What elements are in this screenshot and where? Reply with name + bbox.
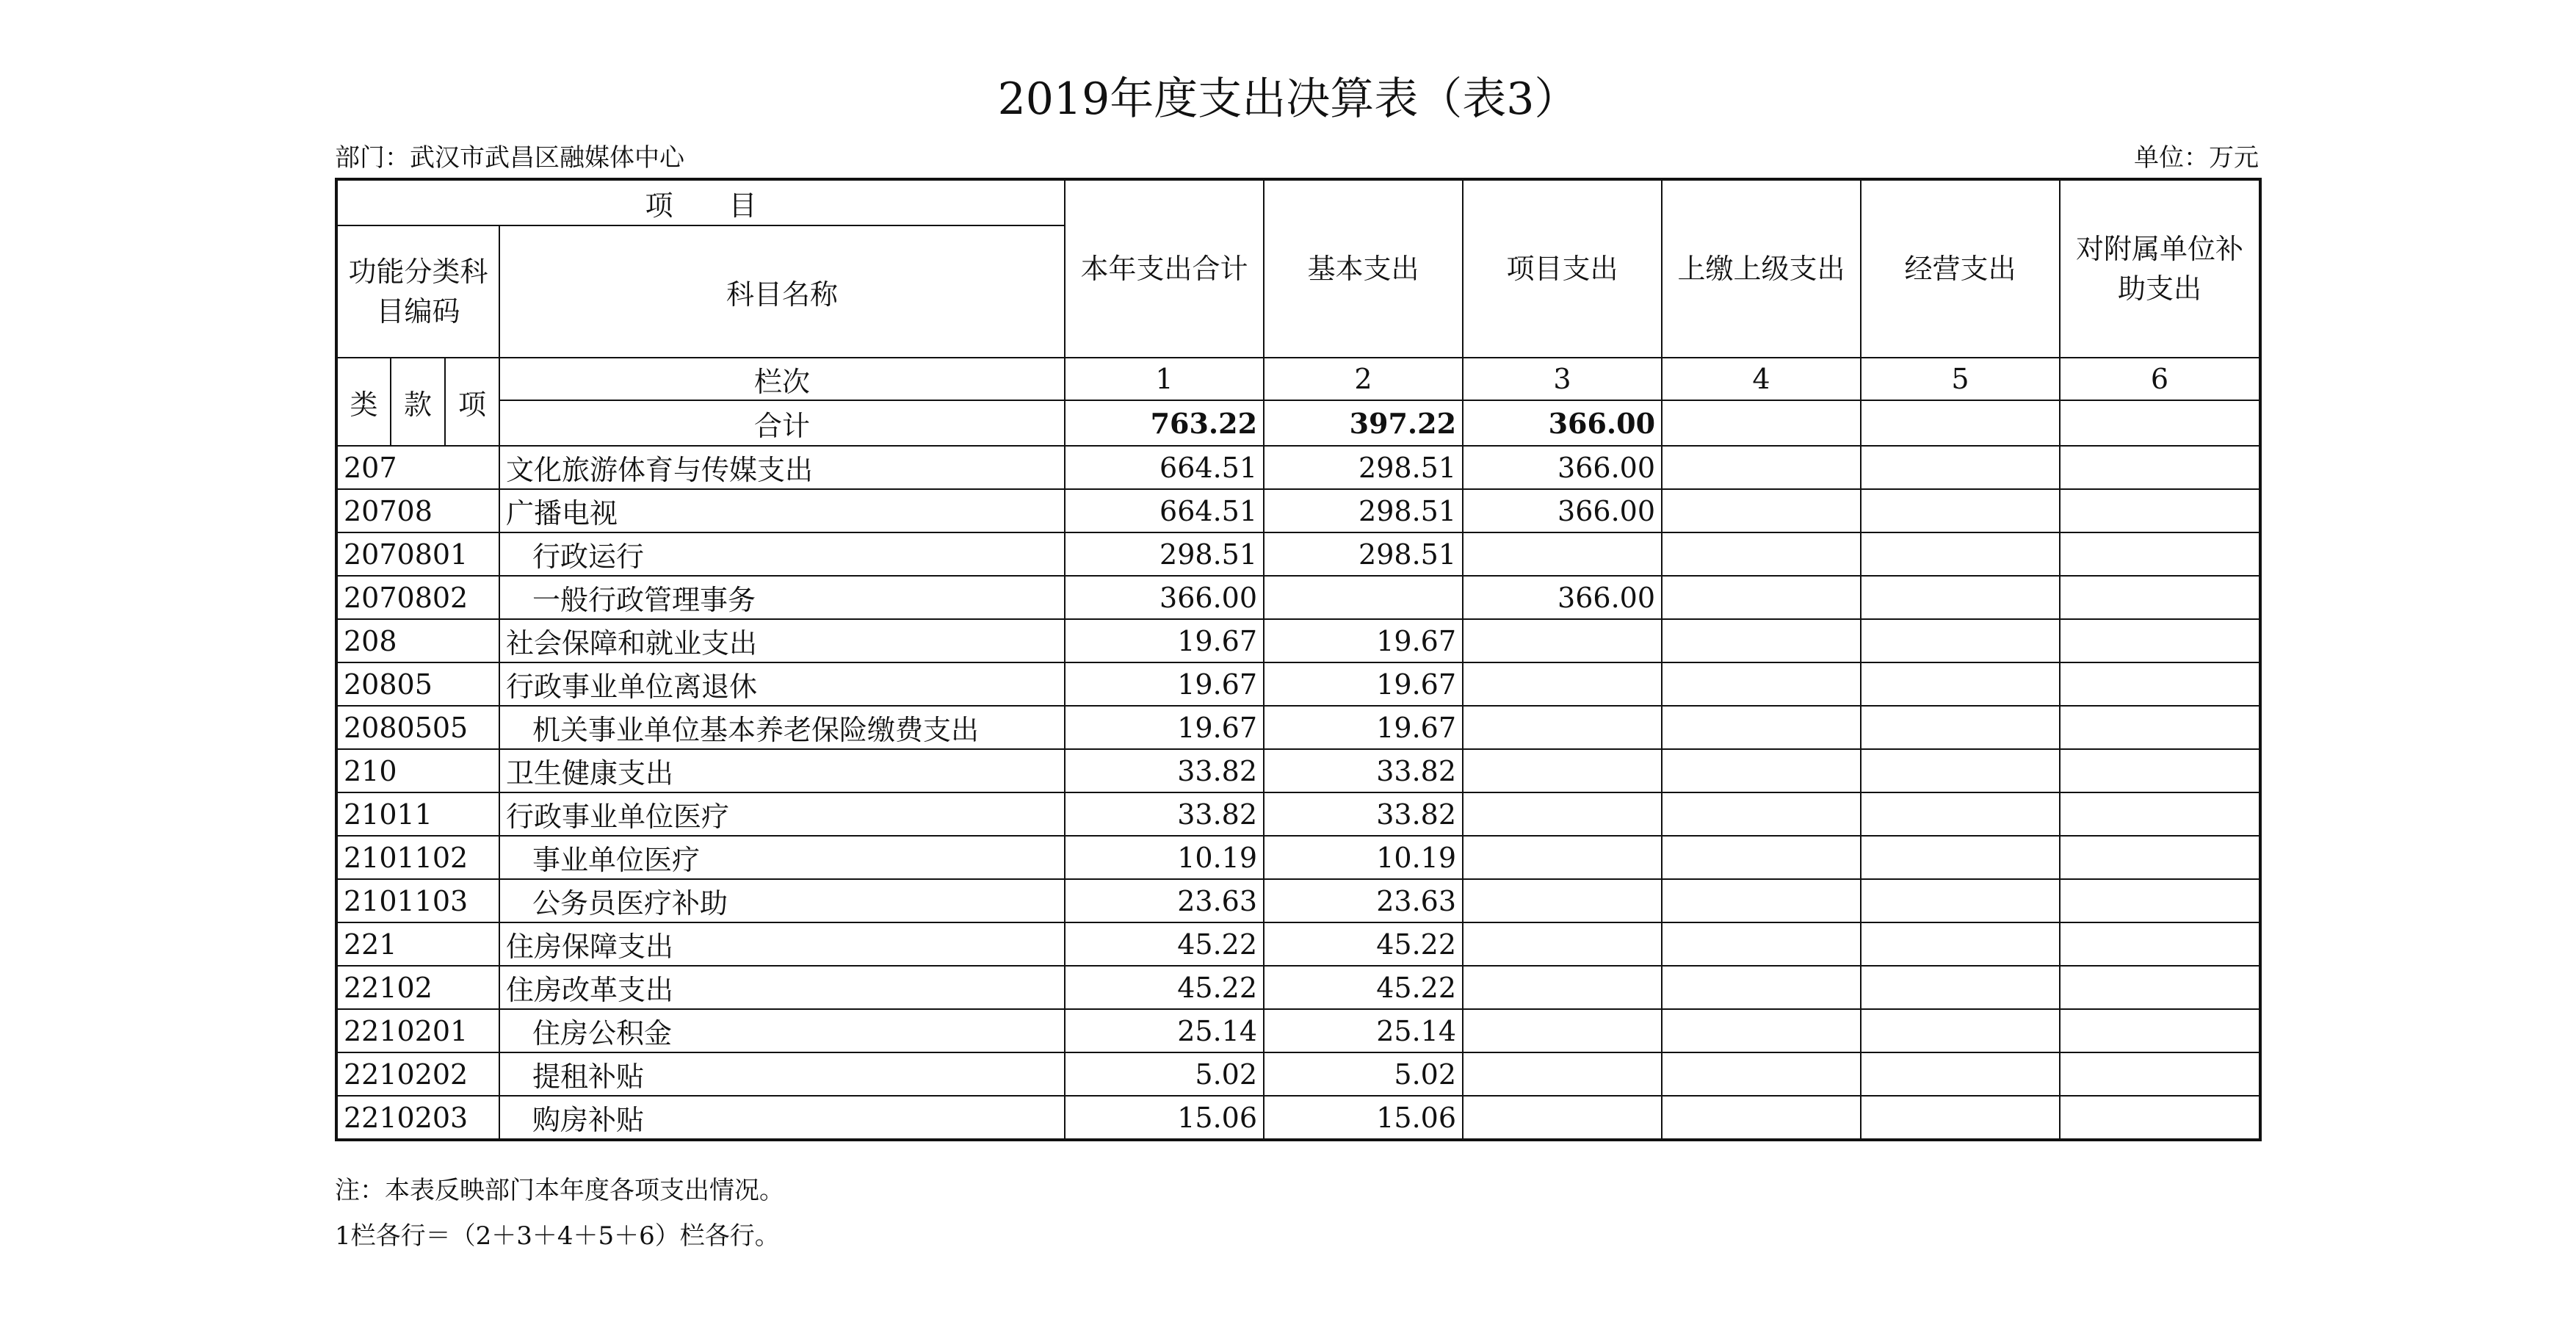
table-row <box>336 1052 2260 1096</box>
table-row <box>336 879 2260 922</box>
row-value <box>1662 619 1861 662</box>
table-row <box>336 749 2260 792</box>
row-value: 23.63 <box>1065 879 1264 922</box>
row-name: 行政事业单位离退休 <box>499 662 1065 706</box>
row-value: 19.67 <box>1264 706 1463 749</box>
header-col-6: 对附属单位补助支出 <box>2060 179 2260 358</box>
row-code: 2210202 <box>336 1052 499 1096</box>
row-value <box>1662 489 1861 532</box>
row-code: 20805 <box>336 662 499 706</box>
total-value: 763.22 <box>1065 400 1264 446</box>
row-code: 20708 <box>336 489 499 532</box>
row-value: 19.67 <box>1065 619 1264 662</box>
row-value <box>1662 576 1861 619</box>
row-value <box>2060 662 2260 706</box>
header-subject-name: 科目名称 <box>499 225 1065 358</box>
row-code: 2101102 <box>336 836 499 879</box>
header-col-3: 项目支出 <box>1463 179 1662 358</box>
row-value <box>1662 1052 1861 1096</box>
row-name: 行政运行 <box>499 532 1065 576</box>
row-value <box>1463 966 1662 1009</box>
column-number: 6 <box>2060 358 2260 400</box>
header-lei: 类 <box>336 358 391 446</box>
table-row <box>336 662 2260 706</box>
row-value: 366.00 <box>1463 489 1662 532</box>
row-value <box>2060 749 2260 792</box>
row-value: 33.82 <box>1264 792 1463 836</box>
row-code: 2080505 <box>336 706 499 749</box>
row-name: 机关事业单位基本养老保险缴费支出 <box>499 706 1065 749</box>
table-row <box>336 1009 2260 1052</box>
row-value <box>1463 619 1662 662</box>
row-value <box>1463 836 1662 879</box>
row-code: 221 <box>336 922 499 966</box>
row-value <box>2060 619 2260 662</box>
row-code: 2210203 <box>336 1096 499 1140</box>
row-value: 664.51 <box>1065 489 1264 532</box>
row-value: 10.19 <box>1065 836 1264 879</box>
header-col-4: 上缴上级支出 <box>1662 179 1861 358</box>
row-value <box>2060 922 2260 966</box>
row-value: 15.06 <box>1065 1096 1264 1140</box>
row-value: 19.67 <box>1065 662 1264 706</box>
row-value: 45.22 <box>1065 966 1264 1009</box>
row-code: 2210201 <box>336 1009 499 1052</box>
row-name: 购房补贴 <box>499 1096 1065 1140</box>
row-value: 10.19 <box>1264 836 1463 879</box>
table-row <box>336 966 2260 1009</box>
row-value <box>1861 576 2060 619</box>
row-value <box>1662 966 1861 1009</box>
header-func-code: 功能分类科目编码 <box>336 225 499 358</box>
row-value <box>1861 792 2060 836</box>
row-code: 21011 <box>336 792 499 836</box>
column-number: 4 <box>1662 358 1861 400</box>
header-lanci: 栏次 <box>499 358 1065 400</box>
column-number: 5 <box>1861 358 2060 400</box>
row-value <box>1861 836 2060 879</box>
total-value <box>2060 400 2260 446</box>
row-value <box>2060 879 2260 922</box>
row-value <box>2060 1009 2260 1052</box>
row-value <box>1463 879 1662 922</box>
row-value <box>1463 706 1662 749</box>
row-name: 公务员医疗补助 <box>499 879 1065 922</box>
row-name: 一般行政管理事务 <box>499 576 1065 619</box>
header-xiang: 项 <box>445 358 499 446</box>
header-kuan: 款 <box>391 358 445 446</box>
row-value <box>1662 836 1861 879</box>
table-row <box>336 706 2260 749</box>
row-value <box>2060 792 2260 836</box>
row-value: 33.82 <box>1065 792 1264 836</box>
table-row <box>336 446 2260 489</box>
row-value <box>1662 446 1861 489</box>
row-name: 住房改革支出 <box>499 966 1065 1009</box>
row-code: 2070802 <box>336 576 499 619</box>
row-value <box>1463 1009 1662 1052</box>
row-code: 2101103 <box>336 879 499 922</box>
row-value: 366.00 <box>1463 446 1662 489</box>
row-value: 23.63 <box>1264 879 1463 922</box>
table-row <box>336 619 2260 662</box>
row-value: 33.82 <box>1264 749 1463 792</box>
row-value <box>2060 532 2260 576</box>
row-value: 19.67 <box>1264 619 1463 662</box>
row-value <box>1463 1096 1662 1140</box>
row-value: 19.67 <box>1264 662 1463 706</box>
total-value: 397.22 <box>1264 400 1463 446</box>
row-value <box>1861 532 2060 576</box>
row-value <box>1463 662 1662 706</box>
row-code: 207 <box>336 446 499 489</box>
row-value: 33.82 <box>1065 749 1264 792</box>
row-value: 366.00 <box>1463 576 1662 619</box>
note-line: 1栏各行＝（2＋3＋4＋5＋6）栏各行。 <box>335 1221 780 1251</box>
row-value <box>1861 966 2060 1009</box>
row-code: 210 <box>336 749 499 792</box>
row-value <box>1861 1052 2060 1096</box>
row-value <box>2060 446 2260 489</box>
row-value <box>2060 1052 2260 1096</box>
row-value <box>1861 922 2060 966</box>
row-value <box>1861 619 2060 662</box>
table-row <box>336 576 2260 619</box>
row-value <box>1463 792 1662 836</box>
note-line: 注：本表反映部门本年度各项支出情况。 <box>335 1176 784 1205</box>
row-name: 住房公积金 <box>499 1009 1065 1052</box>
row-value <box>1861 1096 2060 1140</box>
row-value: 298.51 <box>1264 489 1463 532</box>
row-value <box>2060 489 2260 532</box>
header-col-5: 经营支出 <box>1861 179 2060 358</box>
row-value: 366.00 <box>1065 576 1264 619</box>
total-value: 366.00 <box>1463 400 1662 446</box>
header-col-2: 基本支出 <box>1264 179 1463 358</box>
table-row <box>336 532 2260 576</box>
table-row <box>336 792 2260 836</box>
row-name: 卫生健康支出 <box>499 749 1065 792</box>
row-name: 文化旅游体育与传媒支出 <box>499 446 1065 489</box>
row-value <box>1861 879 2060 922</box>
column-number: 2 <box>1264 358 1463 400</box>
table-row <box>336 1096 2260 1140</box>
row-value <box>1662 662 1861 706</box>
row-value: 45.22 <box>1065 922 1264 966</box>
row-value <box>1861 446 2060 489</box>
row-name: 广播电视 <box>499 489 1065 532</box>
department-label: 部门：武汉市武昌区融媒体中心 <box>335 143 684 173</box>
row-value <box>1463 922 1662 966</box>
row-value <box>1662 1096 1861 1140</box>
row-value: 5.02 <box>1065 1052 1264 1096</box>
row-name: 社会保障和就业支出 <box>499 619 1065 662</box>
row-value <box>1662 706 1861 749</box>
row-value <box>1662 879 1861 922</box>
row-value <box>2060 966 2260 1009</box>
row-value: 45.22 <box>1264 966 1463 1009</box>
total-label: 合计 <box>499 400 1065 446</box>
row-value <box>2060 1096 2260 1140</box>
row-value <box>1463 1052 1662 1096</box>
row-value <box>1861 662 2060 706</box>
table-row <box>336 489 2260 532</box>
table-row <box>336 836 2260 879</box>
row-name: 行政事业单位医疗 <box>499 792 1065 836</box>
row-value <box>2060 706 2260 749</box>
row-value: 25.14 <box>1264 1009 1463 1052</box>
row-value: 664.51 <box>1065 446 1264 489</box>
row-code: 2070801 <box>336 532 499 576</box>
row-value <box>1861 489 2060 532</box>
row-value <box>1662 532 1861 576</box>
row-value <box>2060 576 2260 619</box>
row-value: 298.51 <box>1264 532 1463 576</box>
column-number: 3 <box>1463 358 1662 400</box>
row-value: 298.51 <box>1264 446 1463 489</box>
row-name: 事业单位医疗 <box>499 836 1065 879</box>
row-value <box>2060 836 2260 879</box>
unit-label: 单位：万元 <box>2134 143 2259 173</box>
row-value: 15.06 <box>1264 1096 1463 1140</box>
total-value <box>1662 400 1861 446</box>
row-value: 298.51 <box>1065 532 1264 576</box>
row-value <box>1861 706 2060 749</box>
header-project: 项 目 <box>336 179 1065 225</box>
row-value <box>1662 922 1861 966</box>
row-value <box>1662 749 1861 792</box>
row-value: 45.22 <box>1264 922 1463 966</box>
row-value <box>1463 532 1662 576</box>
row-value <box>1662 792 1861 836</box>
row-value: 19.67 <box>1065 706 1264 749</box>
table-row <box>336 922 2260 966</box>
row-name: 提租补贴 <box>499 1052 1065 1096</box>
total-value <box>1861 400 2060 446</box>
expenditure-table <box>335 178 2262 1141</box>
row-value <box>1861 1009 2060 1052</box>
row-code: 208 <box>336 619 499 662</box>
row-value: 5.02 <box>1264 1052 1463 1096</box>
row-value <box>1861 749 2060 792</box>
row-value <box>1463 749 1662 792</box>
row-value <box>1264 576 1463 619</box>
row-value <box>1662 1009 1861 1052</box>
row-code: 22102 <box>336 966 499 1009</box>
header-col-1: 本年支出合计 <box>1065 179 1264 358</box>
table-notes <box>335 1168 784 1259</box>
column-number: 1 <box>1065 358 1264 400</box>
row-value: 25.14 <box>1065 1009 1264 1052</box>
page-title: 2019年度支出决算表（表3） <box>997 73 1579 125</box>
row-name: 住房保障支出 <box>499 922 1065 966</box>
